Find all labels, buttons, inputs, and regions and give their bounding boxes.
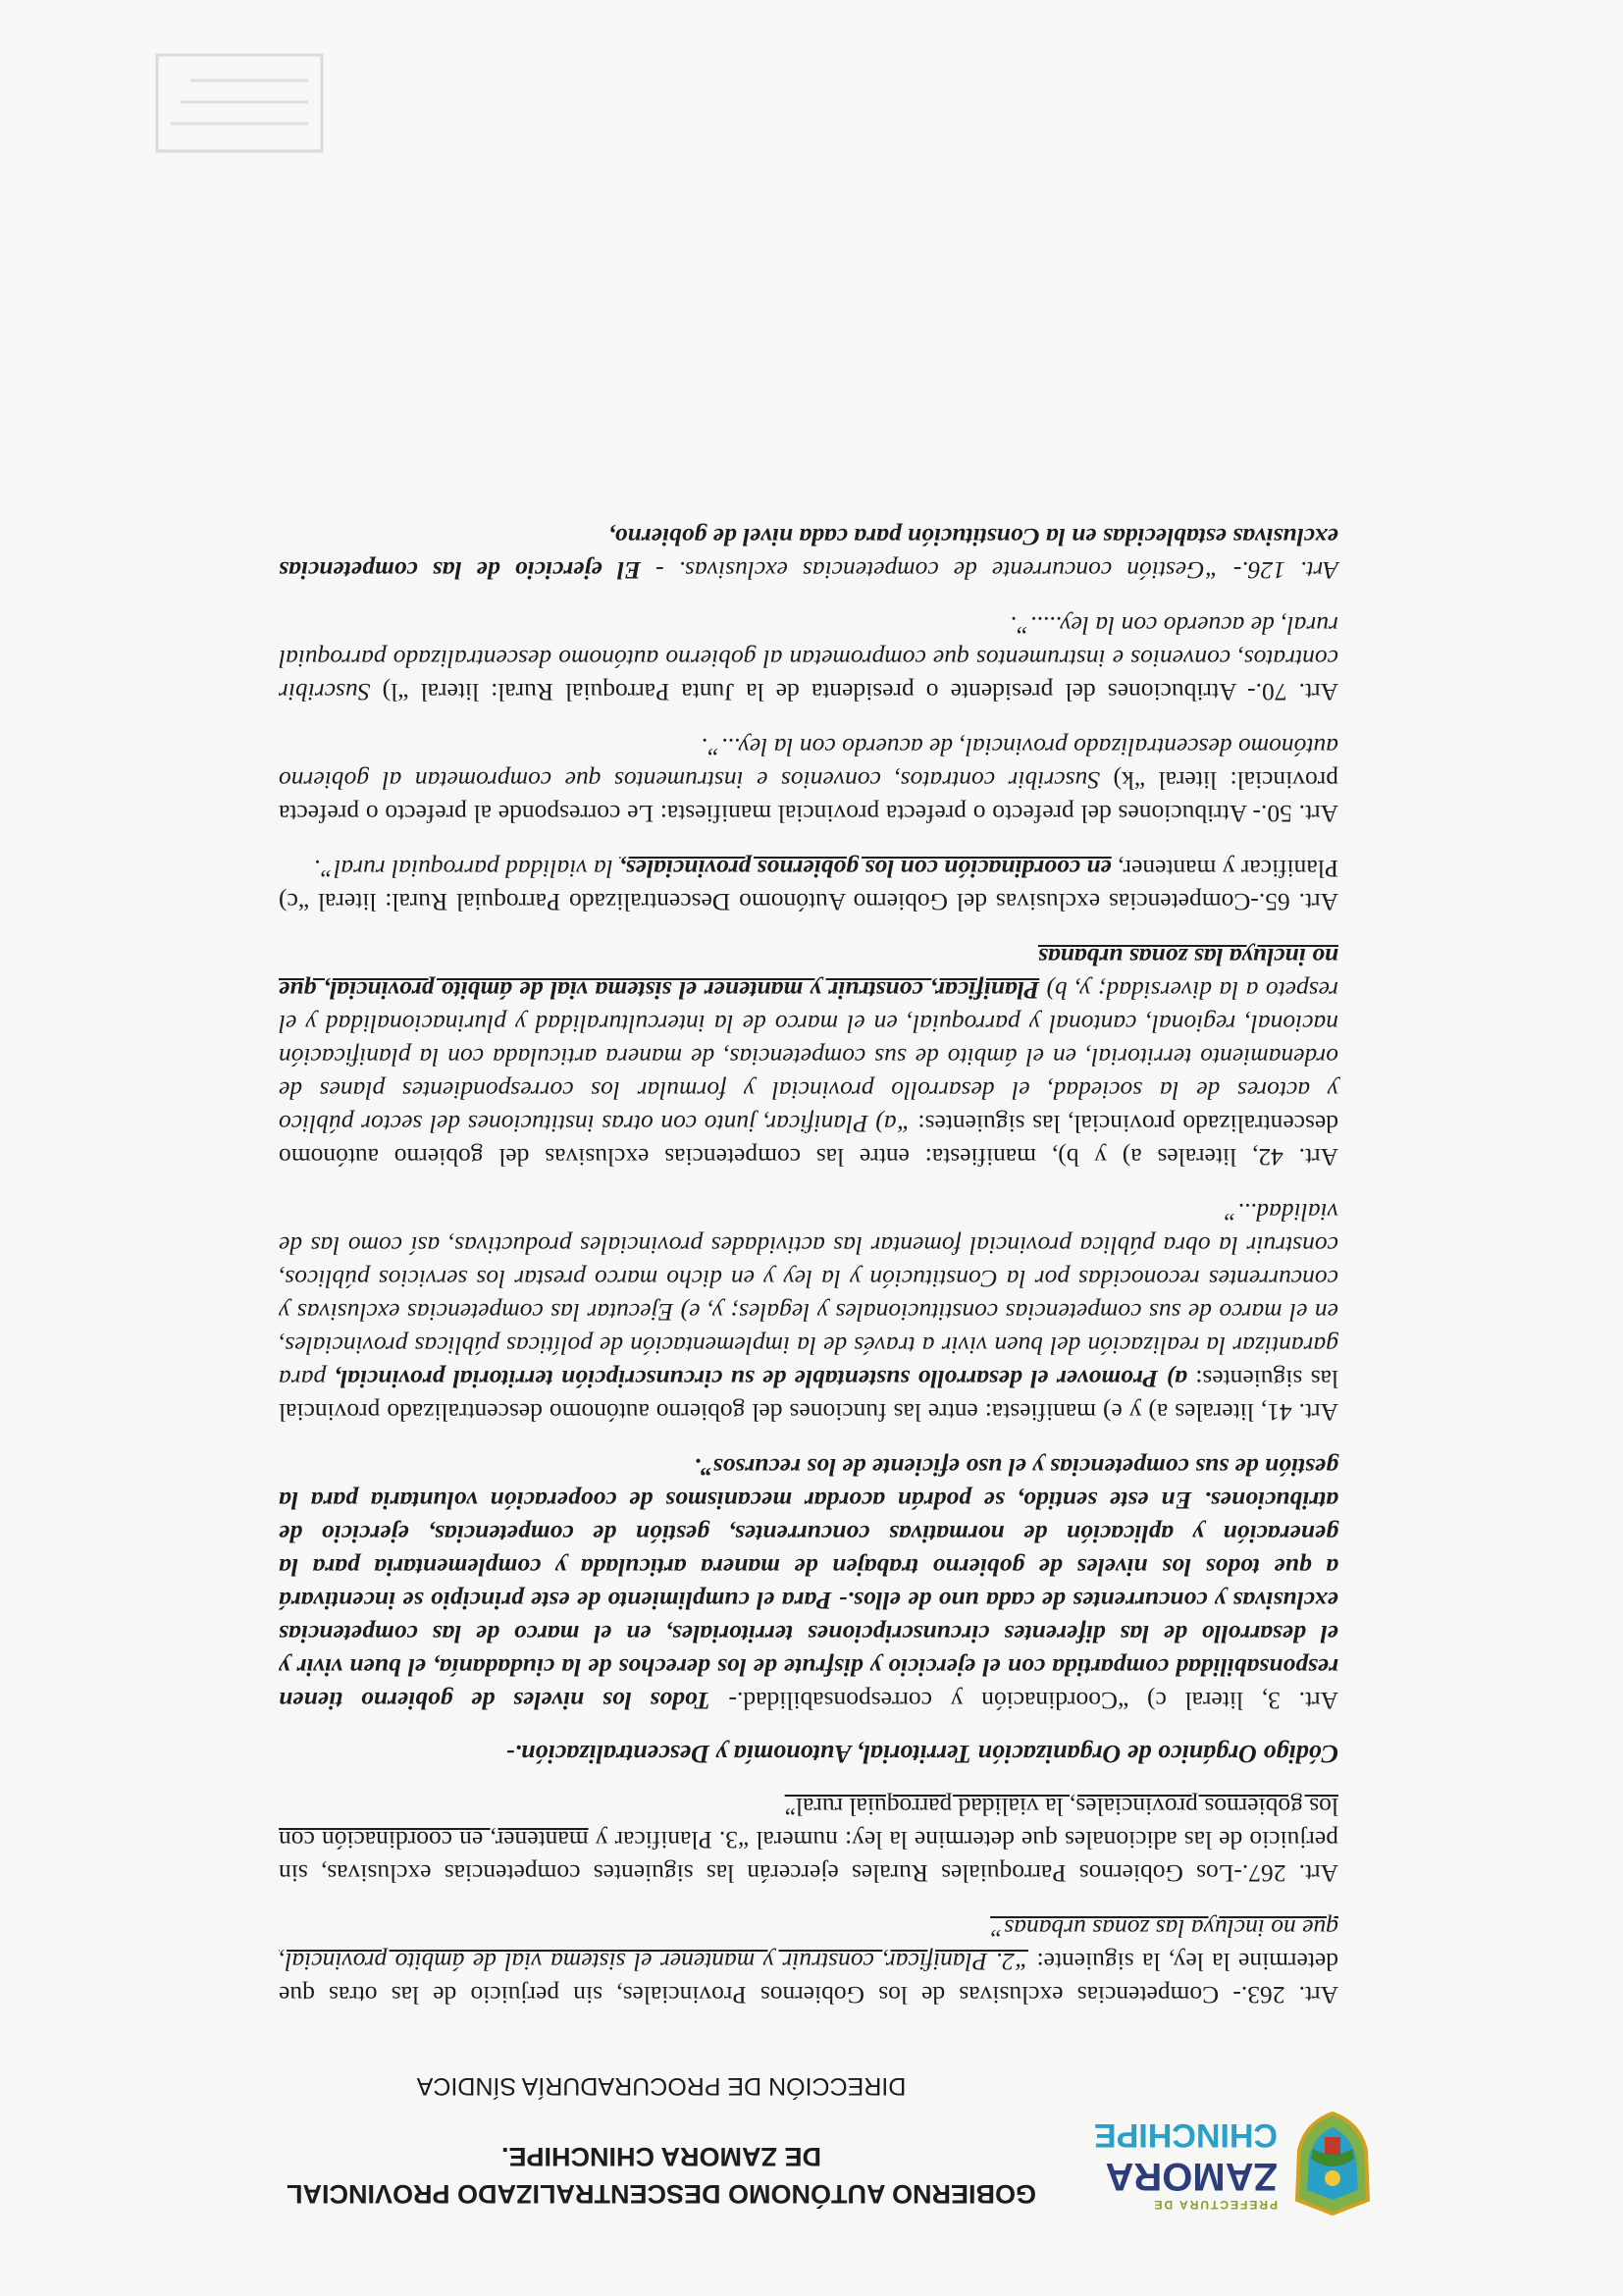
article-65: Art. 65.-Competencias exclusivas del Gobierno Autónomo Descentralizado Parroquial Rural: literal “c) Planificar y mantener, en coordinación con los gobiernos provinciales, la vialidad parroquial rural”.	[279, 855, 1338, 916]
letterhead	[279, 2011, 1338, 2218]
logo-title: ZAMORA	[1105, 2155, 1278, 2198]
page-content	[279, 498, 1338, 2218]
logo-caption: PREFECTURA DE	[1152, 2198, 1278, 2212]
article-41: Art. 41, literales a) y e) manifiesta: entre las funciones del gobierno autónomo descentralizado provincial las siguientes: a) Promover el desarrollo sustentable de su circunscripción territorial provincial, para garantizar la realización del buen vivir a través de la implementación de políticas públicas provinciales, en el marco de sus competencias constitucionales y legales; y, e) Ejecutar las competencias exclusivas y concurrentes reconocidas por la Constitución y la ley y en dicho marco prestar los servicios públicos, construir la obra pública provincial fomentar las actividades provinciales productivas, así como las de vialidad...”	[279, 1198, 1338, 1427]
department-name: DIRECCIÓN DE PROCURADURÍA SÍNDICA	[416, 2072, 907, 2100]
prefectura-shield-icon	[1287, 2110, 1378, 2218]
article-263: Art. 263.- Competencias exclusivas de los Gobiernos Provinciales, sin perjuicio de las otras que determine la ley, la siguiente: “2. Planificar, construir y mantener el sistema vial de ámbito provincial, que no incluya las zonas urbanas”	[278, 1914, 1338, 2009]
code-title: Código Orgánico de Organización Territorial, Autonomía y Descentralización.-	[505, 1740, 1338, 1768]
article-267: Art. 267.-Los Gobiernos Parroquiales Rurales ejercerán las siguientes competencias exclusivas, sin perjuicio de las adicionales que determine la ley: numeral “3. Planificar y mantener, en coordinación con los gobiernos provinciales, la vialidad parroquial rural”	[279, 1793, 1338, 1888]
logo-subtitle: CHINCHIPE	[1093, 2116, 1278, 2154]
organization-name: GOBIERNO AUTÓNOMO DESCENTRALIZADO PROVINCIAL DE ZAMORA CHINCHIPE.	[287, 2142, 1037, 2209]
article-50: Art. 50.- Atribuciones del prefecto o prefecta provincial manifiesta: Le corresponde al prefecto o prefecta provincial: literal “k) Suscribir contratos, convenios e instrumentos que comprometan al gobierno autónomo descentralizado provincial, de acuerdo con la ley...”.	[279, 733, 1338, 828]
article-3: Art. 3, literal c) “Coordinación y corresponsabilidad.- Todos los niveles de gobierno tienen responsabilidad compartida con el ejercicio y disfrute de los derechos de la ciudadanía, el buen vivir y el desarrollo de las diferentes circunscripciones territoriales, en el marco de las competencias exclusivas y concurrentes de cada uno de ellos.- Para el cumplimiento de este principio se incentivará a que todos los niveles de gobierno trabajen de manera articulada y complementaria para la generación y aplicación de normativas concurrentes, gestión de competencias, ejercicio de atribuciones. En este sentido, se podrán acordar mecanismos de cooperación voluntaria para la gestión de sus competencias y el uso eficiente de los recursos”.	[279, 1453, 1338, 1715]
faded-stamp-icon	[151, 49, 328, 157]
prefectura-logo	[1094, 2110, 1378, 2218]
article-42: Art. 42, literales a) y b), manifiesta: entre las competencias exclusivas del gobierno autónomo descentralizado provincial, las siguientes: “a) Planificar, junto con otras instituciones del sector público y actores de la sociedad, el desarrollo provincial y formular los correspondientes planes de ordenamiento territorial, en el ámbito de sus competencias, de manera articulada con la planificación nacional, regional, cantonal y parroquial, en el marco de la interculturalidad y plurinacionalidad y el respeto a la diversidad; y, b) Planificar, construir y mantener el sistema vial de ámbito provincial, que no incluya las zonas urbanas	[279, 943, 1338, 1172]
article-126: Art. 126.- “Gestión concurrente de competencias exclusivas. - El ejercicio de las competencias exclusivas establecidas en la Constitución para cada nivel de gobierno,	[279, 523, 1338, 585]
article-70: Art. 70.- Atribuciones del presidente o presidenta de la Junta Parroquial Rural: literal “l) Suscribir contratos, convenios e instrumentos que comprometan al gobierno autónomo descentralizado parroquial rural, de acuerdo con la ley.....”.	[279, 611, 1338, 706]
